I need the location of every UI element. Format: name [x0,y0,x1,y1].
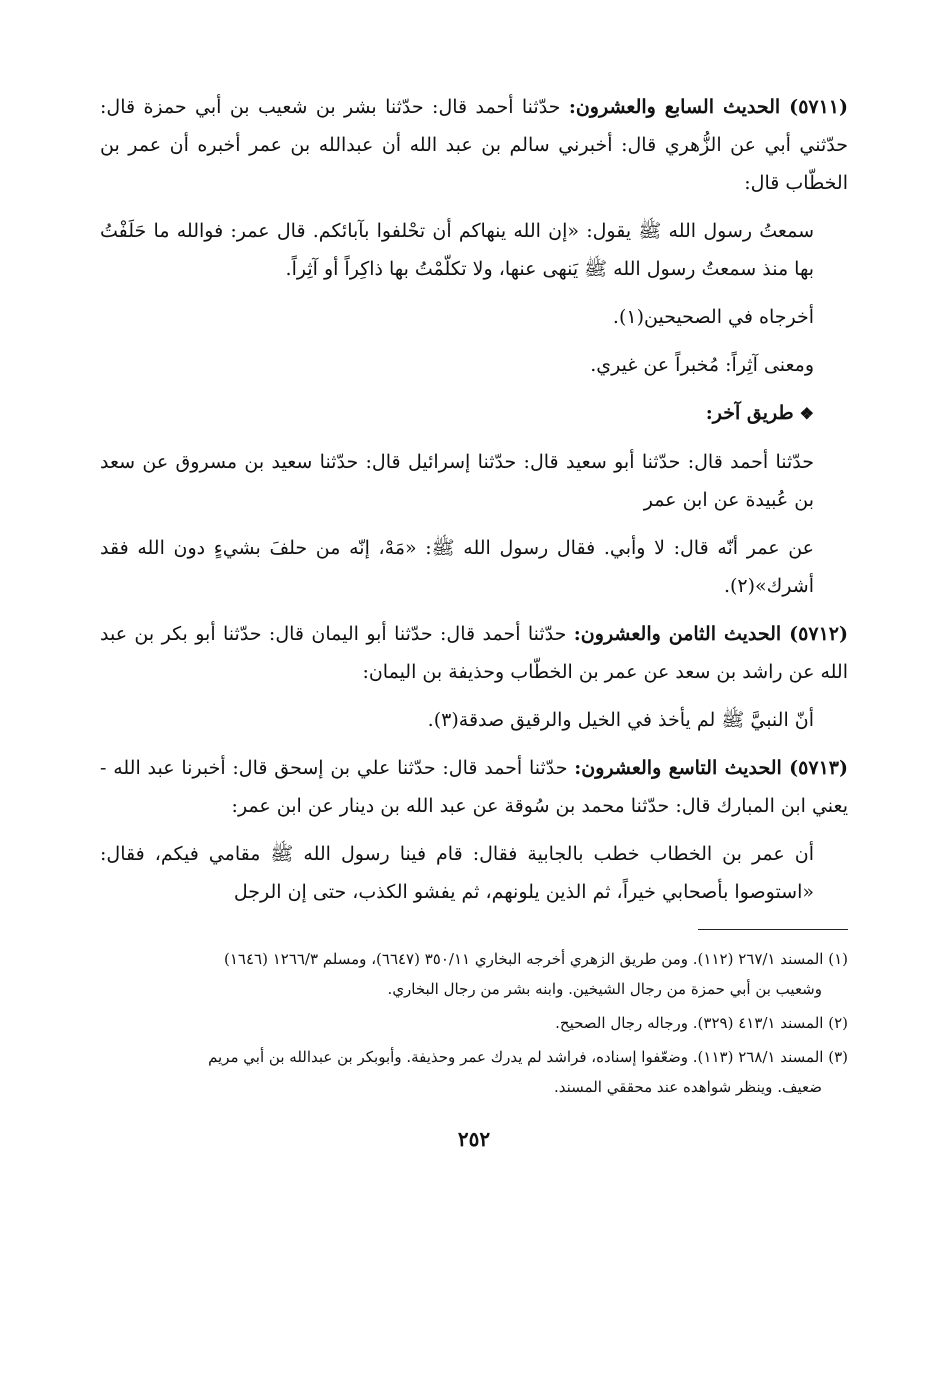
footnote-text: (٢) المسند ٤١٣/١ (٣٢٩). ورجاله رجال الصحيح. [555,1014,848,1032]
page-number: ٢٥٢ [457,1127,491,1151]
diamond-bullet-icon: ❖ [799,404,814,423]
footnote-2 [100,1008,848,1038]
another-route-matn: عن عمر أنّه قال: لا وأبي. فقال رسول الله ﷺ: «مَهْ، إنّه من حلفَ بشيءٍ دون الله فقد أشرك»(٢). [100,537,814,597]
page-body [100,88,848,1158]
footnote-continuation: وشعيب بن أبي حمزة من رجال الشيخين. وابنه بشر من رجال البخاري. [387,980,822,998]
hadith-5711-takhrij: أخرجاه في الصحيحين(١). [612,306,814,328]
footnote-text: (٣) المسند ٢٦٨/١ (١١٣). وضعّفوا إسناده، فراشد لم يدرك عمر وحذيفة. وأبوبكر بن عبدالله بن أبي مريم [208,1048,848,1066]
hadith-5713-matn: أن عمر بن الخطاب خطب بالجابية فقال: قام فينا رسول الله ﷺ مقامي فيكم، فقال: «استوصوا بأصحابي خيراً، ثم الذين يلونهم، ثم يفشو الكذب، حتى إن الرجل [100,843,814,903]
hadith-5713-isnad-paragraph [100,749,848,825]
hadith-5712-matn: أنّ النبيَّ ﷺ لم يأخذ في الخيل والرقيق صدقة(٣). [427,709,814,731]
footnote-text: (١) المسند ٢٦٧/١ (١١٢). ومن طريق الزهري أخرجه البخاري ٣٥٠/١١ (٦٦٤٧)، ومسلم ١٢٦٦/٣ (١٦٤٦) [223,950,848,968]
hadith-5711-isnad-paragraph [100,88,848,202]
footnote-continuation: ضعيف. وينظر شواهده عند محققي المسند. [554,1078,822,1096]
hadith-5712-isnad-paragraph [100,615,848,691]
another-route-label: طريق آخر: [705,402,794,424]
another-route-isnad: حدّثنا أحمد قال: حدّثنا أبو سعيد قال: حدّثنا إسرائيل قال: حدّثنا سعيد بن مسروق عن سعد بن عُبيدة عن ابن عمر [100,451,814,511]
footnotes [100,944,848,1102]
isnad-text: حدّثنا أحمد قال: حدّثنا بشر بن شعيب بن أبي حمزة قال: حدّثني أبي عن الزُّهري قال: أخبرني سالم بن عبد الله أن عبدالله بن عمر أخبره أن عمر بن الخطّاب قال: [100,96,848,194]
isnad-text: حدّثنا أحمد قال: حدّثنا علي بن إسحق قال: أخبرنا عبد الله - يعني ابن المبارك قال: حدّثنا محمد بن سُوقة عن عبد الله بن دينار عن ابن عمر: [100,757,848,817]
footnote-1 [100,944,848,1004]
footnote-divider [698,929,848,930]
hadith-heading: (٥٧١٣) الحديث التاسع والعشرون: [574,757,848,779]
hadith-heading: (٥٧١٢) الحديث الثامن والعشرون: [573,623,848,645]
isnad-text: حدّثنا أحمد قال: حدّثنا أبو اليمان قال: حدّثنا أبو بكر بن عبد الله عن راشد بن سعد عن عمر بن الخطّاب وحذيفة بن اليمان: [100,623,848,683]
footnote-3 [100,1042,848,1102]
hadith-5711-matn: سمعتُ رسول الله ﷺ يقول: «إن الله ينهاكم أن تحْلفوا بآبائكم. قال عمر: فوالله ما حَلَفْتُ بها منذ سمعتُ رسول الله ﷺ يَنهى عنها، ولا تكلّمْتُ بها ذاكِراً أو آثِراً. [100,220,814,280]
hadith-5711-meaning: ومعنى آثِراً: مُخبراً عن غيري. [590,354,814,376]
hadith-heading: (٥٧١١) الحديث السابع والعشرون: [568,96,849,118]
another-route-heading [100,394,848,433]
